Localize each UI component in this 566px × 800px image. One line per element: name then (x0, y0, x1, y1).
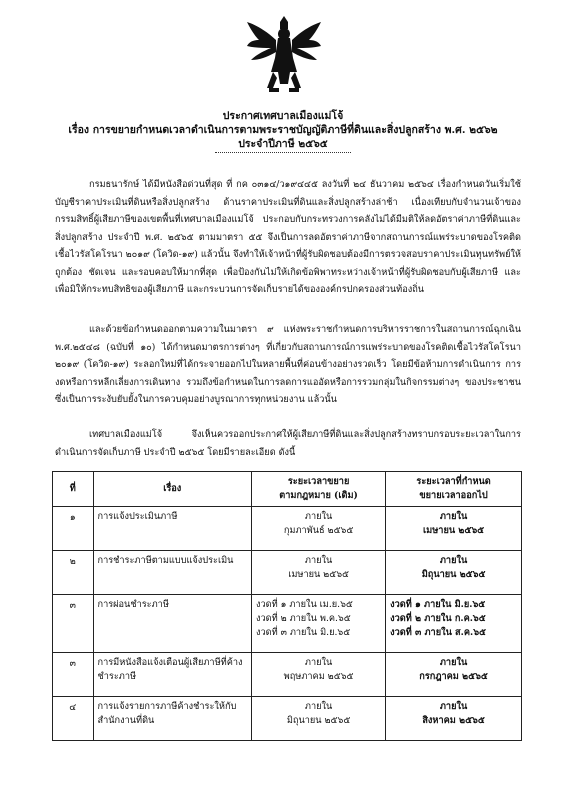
paragraph-1 (55, 176, 521, 299)
table-header-row (53, 472, 522, 507)
announcement-subject: เรื่อง การขยายกำหนดเวลาดำเนินการตามพระราชบัญญัติภาษีที่ดินและสิ่งปลูกสร้าง พ.ศ. ๒๕๖๒ (68, 124, 498, 136)
table-row (53, 653, 522, 697)
header-new-period: ระยะเวลาที่กำหนด ขยายเวลาออกไป (386, 472, 522, 507)
row-old-period: ภายใน พฤษภาคม ๒๕๖๕ (252, 653, 386, 697)
garuda-emblem-icon (245, 14, 323, 94)
header-no: ที่ (53, 472, 94, 507)
row-subject: การแจ้งรายการภาษีค้างชำระให้กับ สำนักงานที่ดิน (93, 697, 252, 741)
row-new-period: งวดที่ ๑ ภายใน มิ.ย.๖๕ งวดที่ ๒ ภายใน ก.ค.๖๕ งวดที่ ๓ ภายใน ส.ค.๖๕ (386, 595, 522, 653)
row-no: ๑ (53, 507, 94, 551)
paragraph-1-text: กรมธนารักษ์ ได้มีหนังสือด่วนที่สุด ที่ กค ๐๓๑๔/ว๑๙๔๔๕ ลงวันที่ ๒๔ ธันวาคม ๒๕๖๔ เรื่องกำหนดวันเริ่มใช้บัญชีราคาประเมินที่ดินหรือสิ่งปลูกสร้าง ด้านราคาประเมินที่ดินและสิ่งปลูกสร้างล่าช้า เนื่องเทียบกับจำนวนเจ้าของกรรมสิทธิ์ผู้เสียภาษีของเขตพื้นที่เทศบาลเมืองแม่โจ้ ประกอบกับกระทรวงการคลังไม่ได้มีมติให้ลดอัตราค่าภาษีที่ดินและสิ่งปลูกสร้าง ประจำปี พ.ศ. ๒๕๖๕ ตามมาตรา ๕๕ จึงเป็นการลดอัตราค่าภาษีจากสถานการณ์แพร่ระบาดของโรคติดเชื้อไวรัสโคโรนา ๒๐๑๙ (โควิด-๑๙) แล้วนั้น จึงทำให้เจ้าหน้าที่ผู้รับผิดชอบต้องมีการตรวจสอบราคาประเมินทุนทรัพย์ให้ถูกต้อง ชัดเจน และรอบคอบให้มากที่สุด เพื่อป้องกันไม่ให้เกิดข้อพิพาทระหว่างเจ้าหน้าที่ผู้รับผิดชอบกับผู้เสียภาษี และเพื่อมิให้กระทบสิทธิของผู้เสียภาษี และกระบวนการจัดเก็บรายได้ขององค์กรปกครองส่วนท้องถิ่น (55, 179, 521, 295)
row-new-period: ภายใน สิงหาคม ๒๕๖๕ (386, 697, 522, 741)
paragraph-2 (55, 321, 521, 409)
row-no: ๒ (53, 551, 94, 595)
paragraph-3-text: เทศบาลเมืองแม่โจ้ จึงเห็นควรออกประกาศให้ผู้เสียภาษีที่ดินและสิ่งปลูกสร้างทราบกรอบระยะเวลาในการดำเนินการจัดเก็บภาษี ประจำปี ๒๕๖๕ โดยมีรายละเอียด ดังนี้ (55, 429, 521, 458)
row-old-period: ภายใน มิถุนายน ๒๕๖๕ (252, 697, 386, 741)
row-no: ๔ (53, 697, 94, 741)
row-new-period: ภายใน เมษายน ๒๕๖๕ (386, 507, 522, 551)
header-old-period: ระยะเวลาขยาย ตามกฎหมาย (เดิม) (252, 472, 386, 507)
row-subject: การชำระภาษีตามแบบแจ้งประเมิน (93, 551, 252, 595)
paragraph-3 (55, 426, 521, 461)
row-subject: การผ่อนชำระภาษี (93, 595, 252, 653)
paragraph-2-text: และด้วยข้อกำหนดออกตามความในมาตรา ๙ แห่งพระราชกำหนดการบริหารราชการในสถานการณ์ฉุกเฉิน พ.ศ.๒๕๔๘ (ฉบับที่ ๑๐) ได้กำหนดมาตรการต่างๆ ที่เกี่ยวกับสถานการณ์การแพร่ระบาดของโรคติดเชื้อไวรัสโคโรนา ๒๐๑๙ (โควิด-๑๙) ระลอกใหม่ที่ได้กระจายออกไปในหลายพื้นที่ค่อนข้างอย่างรวดเร็ว โดยมีข้อห้ามการดำเนินการ การงดหรือการหลีกเลี่ยงการเดินทาง รวมถึงข้อกำหนดในการลดการแออัดหรือการรวมกลุ่มในกิจกรรมต่างๆ ของประชาชน ซึ่งเป็นการระงับยับยั้งในการควบคุมอย่างบูรณาการทุกหน่วยงาน แล้วนั้น (55, 324, 521, 405)
row-old-period: ภายใน เมษายน ๒๕๖๕ (252, 551, 386, 595)
separator-dotted-line (215, 152, 351, 153)
schedule-table (52, 471, 522, 741)
row-old-period: งวดที่ ๑ ภายใน เม.ย.๖๕ งวดที่ ๒ ภายใน พ.ค.๖๕ งวดที่ ๓ ภายใน มิ.ย.๖๕ (252, 595, 386, 653)
row-no: ๓ (53, 653, 94, 697)
table-row (53, 595, 522, 653)
row-no: ๓ (53, 595, 94, 653)
row-subject: การแจ้งประเมินภาษี (93, 507, 252, 551)
fiscal-year-line: ประจำปีภาษี ๒๕๖๕ (238, 138, 328, 150)
announcement-title: ประกาศเทศบาลเมืองแม่โจ้ (222, 110, 344, 122)
header-subject: เรื่อง (93, 472, 252, 507)
row-old-period: ภายใน กุมภาพันธ์ ๒๕๖๕ (252, 507, 386, 551)
table-row (53, 507, 522, 551)
row-new-period: ภายใน มิถุนายน ๒๕๖๕ (386, 551, 522, 595)
table-row (53, 551, 522, 595)
row-subject: การมีหนังสือแจ้งเตือนผู้เสียภาษีที่ค้าง ชำระภาษี (93, 653, 252, 697)
row-new-period: ภายใน กรกฎาคม ๒๕๖๕ (386, 653, 522, 697)
table-row (53, 697, 522, 741)
